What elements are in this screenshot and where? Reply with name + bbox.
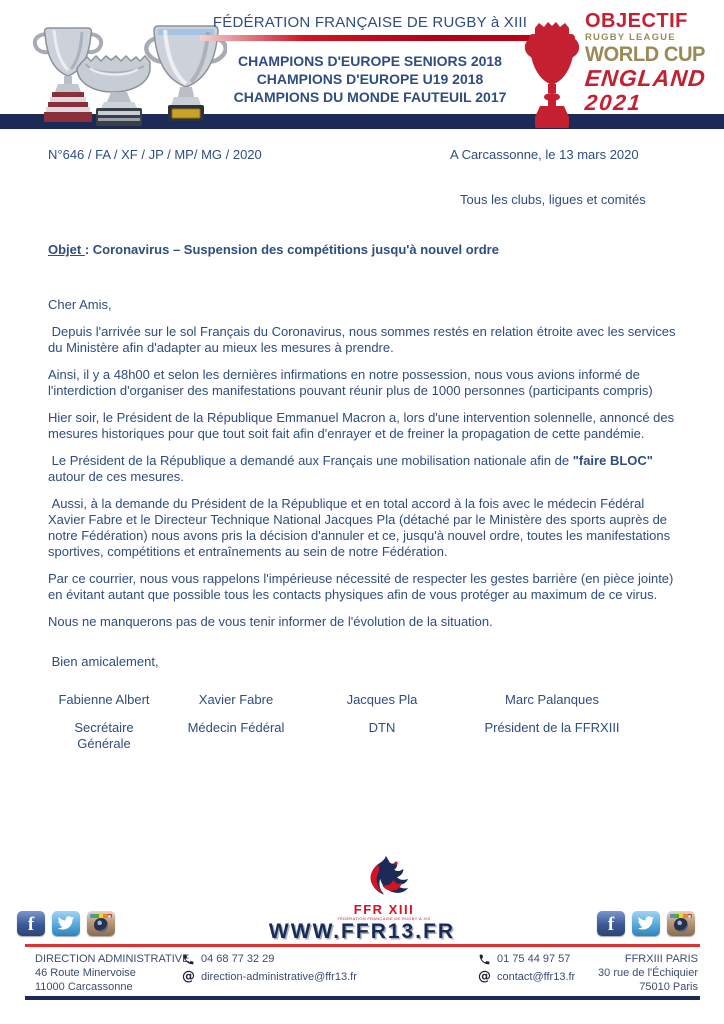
carcassonne-email[interactable]: direction-administrative@ffr13.fr [201, 971, 357, 983]
signature-president [452, 692, 652, 752]
world-cup-trophy-icon [523, 20, 581, 128]
letter-body [0, 129, 724, 752]
letterhead [0, 0, 724, 129]
ffr-xiii-tagline: FÉDÉRATION FRANÇAISE DE RUGBY À XIII [337, 916, 431, 921]
carcassonne-address-block [35, 952, 189, 994]
email-at-icon: @ [478, 969, 491, 984]
phone-icon [478, 953, 491, 966]
federation-title: FÉDÉRATION FRANÇAISE DE RUGBY à XIII [212, 14, 528, 31]
instagram-icon[interactable] [87, 911, 115, 936]
subject-label: Objet [48, 242, 85, 257]
paris-email[interactable]: contact@ffr13.fr [497, 971, 576, 983]
paragraph-arrival: Depuis l'arrivée sur le sol Français du Coronavirus, nous sommes restés en relation étroite avec les services du Ministère afin d'adapter au mieux les mesures à prendre. [48, 324, 680, 355]
signer-name: Jacques Pla [346, 692, 418, 707]
website-link[interactable]: WWW.FFR13.FR [268, 920, 456, 943]
facebook-icon[interactable]: f [597, 911, 625, 936]
paragraph-evolution: Nous ne manquerons pas de vous tenir informer de l'évolution de la situation. [48, 614, 493, 629]
red-divider-rule [200, 35, 540, 41]
paragraph-gestes-barriere: Par ce courrier, nous vous rappelons l'impérieuse nécessité de respecter les gestes barrière (en pièce jointe) en évitant autant que possible tous les contacts physiques afin de vous protéger au maximum de ce virus. [48, 571, 677, 602]
carcassonne-contact-block [182, 952, 357, 988]
phone-icon [182, 953, 195, 966]
signature-block [48, 692, 676, 752]
signer-title: DTN [368, 720, 396, 735]
carcassonne-street: 46 Route Minervoise [35, 967, 136, 979]
paragraph-decision: Aussi, à la demande du Président de la République et en total accord à la fois avec le médecin Fédéral Xavier Fabre et le Directeur Technique National Jacques Pla (détaché par le Ministère des sports auprès de notre Fédération) nous avons pris la décision d'annuler et ce, jusqu'à nouvel ordre, toutes les manifestations sportives, compétitions et entraînements au sein de notre Fédération. [48, 496, 674, 559]
paragraph-mobilisation [48, 453, 676, 485]
objectif-word: OBJECTIF [585, 10, 688, 32]
signature-dtn [312, 692, 452, 752]
carcassonne-city: 11000 Carcassonne [35, 981, 133, 993]
twitter-icon[interactable] [52, 911, 80, 936]
subject-text: : Coronavirus – Suspension des compétitions jusqu'à nouvel ordre [84, 242, 499, 257]
signer-name: Marc Palanques [505, 692, 599, 707]
ffrxiii-paris-label: FFRXIII PARIS [624, 953, 698, 965]
honor-line-3: CHAMPIONS DU MONDE FAUTEUIL 2017 [233, 89, 507, 105]
closing-formula: Bien amicalement, [48, 654, 159, 669]
place-and-date: A Carcassonne, le 13 mars 2020 [450, 147, 639, 162]
rugby-league-word: RUGBY LEAGUE [585, 32, 676, 43]
signer-name: Fabienne Albert [58, 692, 150, 707]
carcassonne-phone: 04 68 77 32 29 [201, 953, 275, 965]
signature-medecin [160, 692, 312, 752]
mobilisation-pre: Le Président de la République a demandé aux Français une mobilisation nationale afin de [48, 453, 573, 468]
ffr13-rooster-logo [355, 854, 413, 902]
signer-name: Xavier Fabre [198, 692, 274, 707]
paris-phone: 01 75 44 97 57 [497, 953, 571, 965]
recipient-line: Tous les clubs, ligues et comités [460, 192, 646, 207]
ffr-xiii-wordmark: FFR XIII [353, 902, 415, 917]
world-cup-2021-logo [523, 6, 718, 129]
instagram-icon[interactable] [667, 911, 695, 936]
world-cup-word: WORLD CUP [585, 43, 705, 66]
signer-title: Président de la FFRXIII [484, 720, 620, 735]
paris-contact-block [478, 952, 575, 988]
paragraph-48h-ban: Ainsi, il y a 48h00 et selon les dernières infirmations en notre possession, nous vous avions informé de l'interdiction d'organiser des manifestations pouvant réunir plus de 1000 personnes (participants compris) [48, 367, 653, 398]
email-at-icon: @ [182, 969, 195, 984]
paris-address-block [598, 952, 698, 994]
faire-bloc-bold: "faire BLOC" [572, 453, 653, 468]
direction-administrative-label: DIRECTION ADMINISTRATIVE [35, 953, 190, 965]
footer-red-rule [25, 944, 700, 947]
social-icons-right [597, 911, 695, 936]
year-2021-word: 2021 [583, 90, 644, 115]
signer-title: Médecin Fédéral [187, 720, 285, 735]
paragraph-macron-speech: Hier soir, le Président de la République Emmanuel Macron a, lors d'une intervention solennelle, annoncé des mesures historiques pour que tout soit fait afin d'enrayer et de freiner la propagation de cette pandémie. [48, 410, 678, 441]
salutation: Cher Amis, [48, 297, 112, 312]
signer-title: Secrétaire Générale [74, 720, 134, 751]
footer-navy-rule [25, 996, 700, 1000]
paris-city: 75010 Paris [639, 981, 698, 993]
facebook-icon[interactable]: f [17, 911, 45, 936]
signature-secretaire [48, 692, 160, 752]
honor-line-2: CHAMPIONS D'EUROPE U19 2018 [256, 71, 484, 87]
footer [0, 850, 724, 1024]
mobilisation-post: autour de ces mesures. [48, 453, 657, 484]
honor-line-1: CHAMPIONS D'EUROPE SENIORS 2018 [238, 53, 502, 69]
twitter-icon[interactable] [632, 911, 660, 936]
subject-line [48, 242, 676, 258]
paris-street: 30 rue de l'Échiquier [598, 967, 698, 979]
england-word: ENGLAND [583, 65, 708, 91]
social-icons-left [17, 911, 115, 936]
reference-number: N°646 / FA / XF / JP / MP/ MG / 2020 [48, 147, 262, 162]
